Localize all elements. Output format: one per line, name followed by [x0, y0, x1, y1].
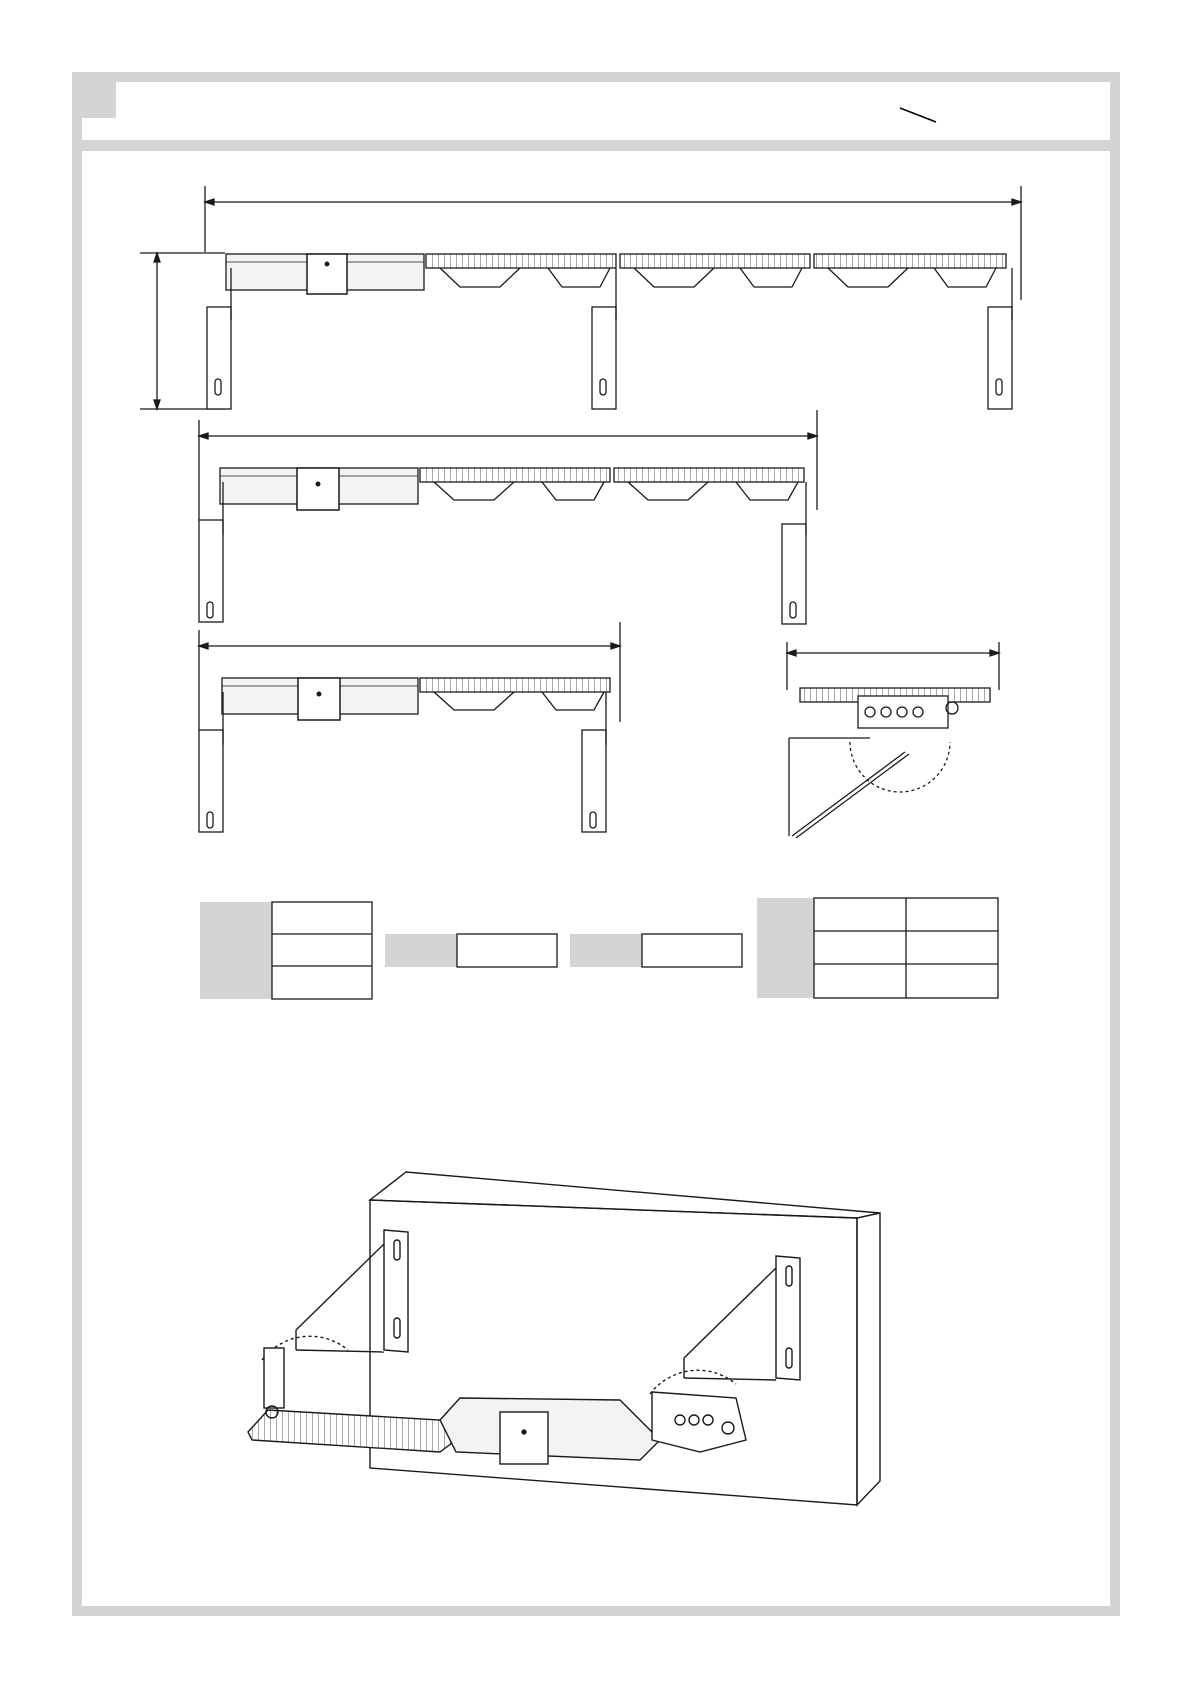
header-slash-mark — [900, 108, 936, 122]
table-b — [385, 934, 557, 967]
table-a — [200, 902, 372, 999]
view-side — [787, 642, 999, 838]
table-d — [757, 898, 998, 998]
view-three-modules — [199, 410, 817, 624]
view-four-modules — [140, 186, 1021, 409]
table-c — [570, 934, 742, 967]
view-two-modules — [199, 622, 620, 832]
view-3d-wall-mount — [248, 1172, 880, 1505]
